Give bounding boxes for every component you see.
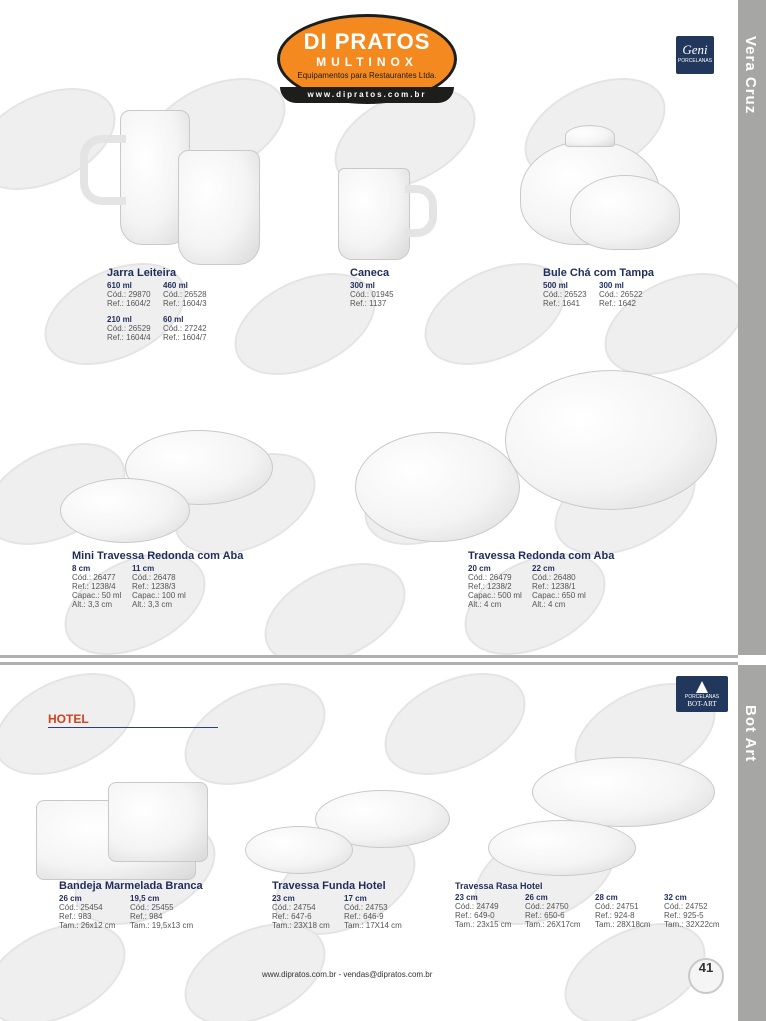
variant-size-detail: Tam.: 19,5x13 cm xyxy=(130,921,194,930)
variant-cod: Cód.: 26522 xyxy=(599,290,643,299)
variant-size: 28 cm xyxy=(595,893,618,902)
variant-ref: Ref.: 1604/2 xyxy=(107,299,151,308)
side-bar-vera-cruz xyxy=(738,0,766,655)
product-variant xyxy=(59,894,115,930)
variant-cod: Cód.: 26528 xyxy=(163,290,207,299)
jug-small-image xyxy=(178,150,260,265)
brand-subname: MULTINOX xyxy=(316,55,418,69)
variant-size: 17 cm xyxy=(344,894,367,903)
variant-size-detail: Tam.: 23X18 cm xyxy=(272,921,330,930)
product-title: Travessa Redonda com Aba xyxy=(468,550,615,562)
product-variant xyxy=(130,894,193,930)
variant-size: 60 ml xyxy=(163,315,184,324)
variant-size: 8 cm xyxy=(72,564,91,573)
geni-sub: PORCELANAS xyxy=(677,58,713,64)
product-variant xyxy=(543,281,587,308)
product-variant xyxy=(525,893,581,929)
product-variant xyxy=(455,893,511,929)
product-variant xyxy=(344,894,402,930)
variant-cod: Cód.: 24752 xyxy=(664,902,708,911)
variant-ref: Ref.: 1604/7 xyxy=(163,333,207,342)
watermark-logo xyxy=(368,652,541,795)
tray-small-image xyxy=(108,782,208,862)
variant-ref: Ref.: 647-6 xyxy=(272,912,312,921)
product-title: Mini Travessa Redonda com Aba xyxy=(72,550,244,562)
variant-cod: Cód.: 25454 xyxy=(59,903,103,912)
variant-ref: Ref.: 1641 xyxy=(543,299,580,308)
geni-badge xyxy=(676,36,714,74)
variant-cod: Cód.: 29870 xyxy=(107,290,151,299)
variant-size-detail: Tam.: 28X18cm xyxy=(595,920,651,929)
product-variant xyxy=(163,315,207,342)
product-title: Bule Chá com Tampa xyxy=(543,267,655,279)
page-number: 41 xyxy=(688,958,724,994)
variant-size-detail: Tam.: 17X14 cm xyxy=(344,921,402,930)
botart-badge xyxy=(676,676,728,712)
variant-size: 460 ml xyxy=(163,281,188,290)
variant-cod: Cód.: 01945 xyxy=(350,290,394,299)
variant-size-detail: Tam.: 32X22cm xyxy=(664,920,720,929)
variant-ref: Ref.: 1604/3 xyxy=(163,299,207,308)
variant-ref: Ref.: 649-0 xyxy=(455,911,495,920)
product-variant xyxy=(132,564,186,609)
variant-cod: Cód.: 27242 xyxy=(163,324,207,333)
variant-size: 210 ml xyxy=(107,315,132,324)
mug-image xyxy=(338,168,410,260)
variant-ref: Ref.: 983 xyxy=(59,912,92,921)
product-variant xyxy=(72,564,121,609)
side-bar-bot-art xyxy=(738,665,766,1021)
variant-size-detail: Tam.: 26X17cm xyxy=(525,920,581,929)
footer-contact: www.dipratos.com.br - vendas@dipratos.com.br xyxy=(262,970,433,979)
product-variant xyxy=(664,893,720,929)
variant-cod: Cód.: 25455 xyxy=(130,903,174,912)
product-title: Travessa Rasa Hotel xyxy=(455,881,543,891)
variant-size: 19,5 cm xyxy=(130,894,160,903)
variant-cod: Cód.: 26477 xyxy=(72,573,116,582)
variant-size: 610 ml xyxy=(107,281,132,290)
variant-ref: Ref.: 1238/2 xyxy=(468,582,512,591)
variant-height: Alt.: 3,3 cm xyxy=(72,600,113,609)
mug-handle xyxy=(405,185,437,237)
variant-ref: Ref.: 925-5 xyxy=(664,911,704,920)
variant-size: 300 ml xyxy=(350,281,375,290)
variant-ref: Ref.: 1137 xyxy=(350,299,387,308)
brand-logo xyxy=(277,14,457,104)
variant-size: 23 cm xyxy=(455,893,478,902)
variant-height: Alt.: 4 cm xyxy=(532,600,566,609)
sailboat-icon xyxy=(696,681,708,693)
section-divider xyxy=(0,655,738,665)
variant-ref: Ref.: 1238/1 xyxy=(532,582,576,591)
product-variant xyxy=(350,281,394,308)
teapot-lid xyxy=(565,125,615,147)
variant-size: 26 cm xyxy=(59,894,82,903)
variant-capacity: Capac.: 100 ml xyxy=(132,591,186,600)
product-title: Jarra Leiteira xyxy=(107,267,177,279)
variant-cod: Cód.: 24749 xyxy=(455,902,499,911)
round-dish-20-image xyxy=(355,432,520,542)
product-variant xyxy=(532,564,586,609)
variant-height: Alt.: 4 cm xyxy=(468,600,502,609)
variant-size: 32 cm xyxy=(664,893,687,902)
platter-small-image xyxy=(488,820,636,876)
variant-size: 20 cm xyxy=(468,564,491,573)
variant-cod: Cód.: 26523 xyxy=(543,290,587,299)
brand-tagline: Equipamentos para Restaurantes Ltda. xyxy=(297,71,437,80)
deep-dish-17-image xyxy=(245,826,353,874)
variant-ref: Ref.: 924-8 xyxy=(595,911,635,920)
round-dish-22-image xyxy=(505,370,717,510)
product-title: Bandeja Marmelada Branca xyxy=(59,880,203,892)
product-title: Travessa Funda Hotel xyxy=(272,880,386,892)
variant-ref: Ref.: 650-6 xyxy=(525,911,565,920)
product-variant xyxy=(468,564,522,609)
variant-capacity: Capac.: 650 ml xyxy=(532,591,586,600)
variant-ref: Ref.: 1604/4 xyxy=(107,333,151,342)
mini-dish-small-image xyxy=(60,478,190,543)
botart-name: BOT-ART xyxy=(687,700,717,708)
side-label: Bot Art xyxy=(742,705,759,763)
variant-size: 11 cm xyxy=(132,564,155,573)
variant-ref: Ref.: 1238/4 xyxy=(72,582,116,591)
geni-name: Geni xyxy=(682,42,708,57)
variant-size: 23 cm xyxy=(272,894,295,903)
brand-name: DI PRATOS xyxy=(303,29,431,54)
teapot-small-image xyxy=(570,175,680,250)
variant-cod: Cód.: 26478 xyxy=(132,573,176,582)
variant-capacity: Capac.: 500 ml xyxy=(468,591,522,600)
platter-large-image xyxy=(532,757,715,827)
variant-size-detail: Tam.: 23x15 cm xyxy=(455,920,512,929)
brand-url: www.dipratos.com.br xyxy=(280,87,454,103)
variant-size: 26 cm xyxy=(525,893,548,902)
variant-cod: Cód.: 24751 xyxy=(595,902,639,911)
product-variant xyxy=(107,315,151,342)
variant-ref: Ref.: 1642 xyxy=(599,299,636,308)
variant-ref: Ref.: 984 xyxy=(130,912,163,921)
botart-sub: PORCELANAS xyxy=(684,694,720,700)
variant-height: Alt.: 3,3 cm xyxy=(132,600,173,609)
variant-cod: Cód.: 24750 xyxy=(525,902,569,911)
variant-cod: Cód.: 26479 xyxy=(468,573,512,582)
variant-cod: Cód.: 26529 xyxy=(107,324,151,333)
product-variant xyxy=(595,893,651,929)
product-title: Caneca xyxy=(350,267,390,279)
variant-size: 22 cm xyxy=(532,564,555,573)
variant-size: 300 ml xyxy=(599,281,624,290)
product-variant xyxy=(107,281,151,308)
product-variant xyxy=(272,894,330,930)
side-label: Vera Cruz xyxy=(742,36,759,115)
variant-ref: Ref.: 646-9 xyxy=(344,912,384,921)
variant-cod: Cód.: 24753 xyxy=(344,903,388,912)
jug-handle xyxy=(80,135,126,205)
variant-ref: Ref.: 1238/3 xyxy=(132,582,176,591)
watermark-logo xyxy=(28,242,201,385)
variant-cod: Cód.: 24754 xyxy=(272,903,316,912)
product-variant xyxy=(599,281,643,308)
variant-cod: Cód.: 26480 xyxy=(532,573,576,582)
variant-capacity: Capac.: 50 ml xyxy=(72,591,122,600)
watermark-logo xyxy=(408,242,581,385)
variant-size: 500 ml xyxy=(543,281,568,290)
section-heading-underline xyxy=(48,727,218,728)
product-variant xyxy=(163,281,207,308)
variant-size-detail: Tam.: 26x12 cm xyxy=(59,921,116,930)
section-heading: HOTEL xyxy=(48,712,89,726)
